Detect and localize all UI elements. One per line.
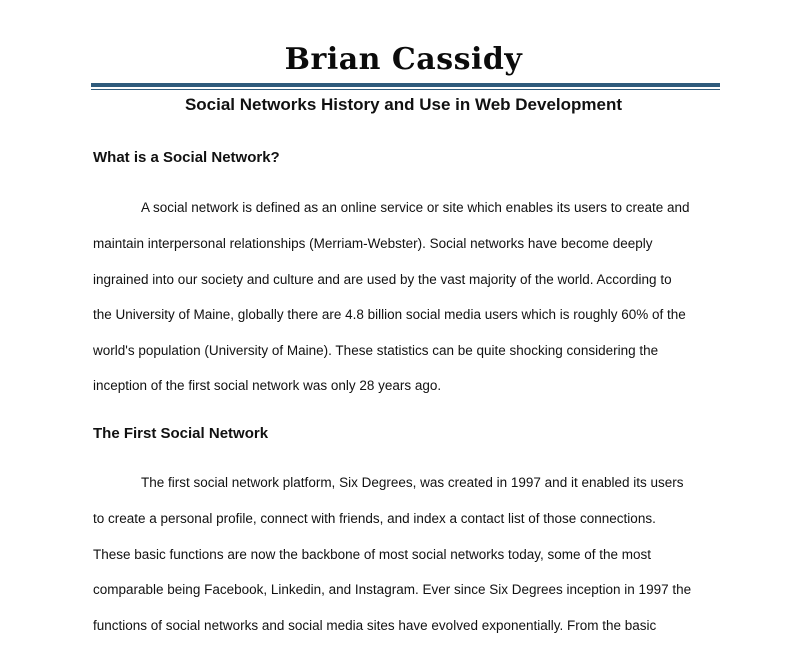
document-subtitle: Social Networks History and Use in Web Development	[184, 95, 623, 114]
paragraph-line: maintain interpersonal relationships (Merriam-Webster). Social networks have become deeply	[93, 236, 653, 251]
section-heading-what-is: What is a Social Network?	[93, 149, 280, 166]
paragraph-line: world's population (University of Maine). These statistics can be quite shocking considering the	[93, 343, 659, 358]
paragraph-line: the University of Maine, globally there are 4.8 billion social media users which is roughly 60% of the	[93, 307, 686, 322]
paragraph-line: inception of the first social network was only 28 years ago.	[93, 378, 442, 393]
paragraph-line: These basic functions are now the backbone of most social networks today, some of the most	[93, 547, 652, 562]
paragraph-line: to create a personal profile, connect with friends, and index a contact list of those connections.	[93, 511, 656, 526]
paragraph-line: functions of social networks and social media sites have evolved exponentially. From the basic	[93, 618, 657, 633]
paragraph-line: The first social network platform, Six Degrees, was created in 1997 and it enabled its users	[141, 475, 684, 490]
title-divider-thin	[91, 89, 720, 90]
paragraph-line: ingrained into our society and culture and are used by the vast majority of the world. According to	[93, 272, 672, 287]
paragraph-line: comparable being Facebook, Linkedin, and Instagram. Ever since Six Degrees inception in 1997 the	[93, 582, 692, 597]
section-heading-first-network: The First Social Network	[93, 425, 269, 442]
author-title: Brian Cassidy	[284, 42, 523, 77]
paragraph-line: A social network is defined as an online service or site which enables its users to create and	[141, 200, 690, 215]
title-divider-thick	[91, 83, 720, 87]
